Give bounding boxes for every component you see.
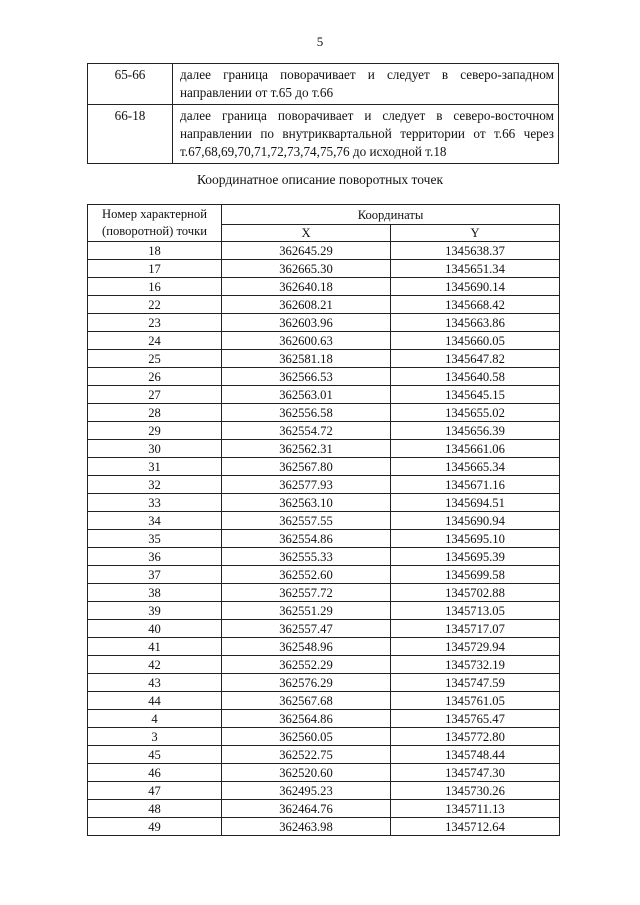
- y-coordinate-cell: 1345663.86: [391, 314, 560, 332]
- point-number-cell: 24: [88, 332, 222, 350]
- coordinates-section-title: Координатное описание поворотных точек: [196, 172, 444, 187]
- point-number-cell: 28: [88, 404, 222, 422]
- point-number-cell: 48: [88, 800, 222, 818]
- point-number-cell: 38: [88, 584, 222, 602]
- point-number-cell: 35: [88, 530, 222, 548]
- x-coordinate-cell: 362576.29: [222, 674, 391, 692]
- table-row: [88, 548, 560, 566]
- x-coordinate-cell: 362554.72: [222, 422, 391, 440]
- x-coordinate-cell: 362548.96: [222, 638, 391, 656]
- y-coordinate-cell: 1345638.37: [391, 242, 560, 260]
- table-row: [88, 386, 560, 404]
- y-coordinate-cell: 1345665.34: [391, 458, 560, 476]
- table-row: [88, 260, 560, 278]
- x-coordinate-cell: 362640.18: [222, 278, 391, 296]
- table-row: [88, 710, 560, 728]
- point-number-cell: 18: [88, 242, 222, 260]
- point-number-cell: 49: [88, 818, 222, 836]
- point-number-cell: 36: [88, 548, 222, 566]
- y-coordinate-cell: 1345694.51: [391, 494, 560, 512]
- x-coordinate-cell: 362567.80: [222, 458, 391, 476]
- x-coordinate-cell: 362557.47: [222, 620, 391, 638]
- x-coordinate-cell: 362495.23: [222, 782, 391, 800]
- x-coordinate-cell: 362557.55: [222, 512, 391, 530]
- y-coordinate-cell: 1345655.02: [391, 404, 560, 422]
- table-row: [88, 458, 560, 476]
- table-row: [88, 800, 560, 818]
- point-number-cell: 4: [88, 710, 222, 728]
- y-coordinate-cell: 1345748.44: [391, 746, 560, 764]
- point-number-cell: 42: [88, 656, 222, 674]
- y-coordinate-cell: 1345660.05: [391, 332, 560, 350]
- table-row: [88, 440, 560, 458]
- boundary-description-table: [87, 63, 559, 164]
- point-number-cell: 34: [88, 512, 222, 530]
- point-number-cell: 22: [88, 296, 222, 314]
- point-number-cell: 43: [88, 674, 222, 692]
- x-coordinate-cell: 362645.29: [222, 242, 391, 260]
- x-coordinate-cell: 362464.76: [222, 800, 391, 818]
- table-row: [88, 584, 560, 602]
- y-coordinate-cell: 1345702.88: [391, 584, 560, 602]
- point-number-cell: 32: [88, 476, 222, 494]
- point-number-cell: 45: [88, 746, 222, 764]
- table-row: [88, 476, 560, 494]
- point-number-cell: 3: [88, 728, 222, 746]
- y-coordinate-cell: 1345712.64: [391, 818, 560, 836]
- point-number-cell: 16: [88, 278, 222, 296]
- x-coordinate-cell: 362577.93: [222, 476, 391, 494]
- point-number-cell: 23: [88, 314, 222, 332]
- boundary-description: далее граница поворачивает и следует в северо-восточном направлении по внутриквартальной территории от т.66 через т.67,68,69,70,71,72,73,74,75,76 до исходной т.18: [173, 105, 559, 164]
- x-coordinate-cell: 362554.86: [222, 530, 391, 548]
- y-coordinate-cell: 1345690.94: [391, 512, 560, 530]
- x-coordinate-cell: 362665.30: [222, 260, 391, 278]
- x-coordinate-cell: 362463.98: [222, 818, 391, 836]
- table-row: [88, 332, 560, 350]
- table-row: [88, 296, 560, 314]
- y-coordinate-cell: 1345651.34: [391, 260, 560, 278]
- table-row: [88, 782, 560, 800]
- header-coordinates: Координаты: [222, 205, 560, 225]
- table-row: [88, 566, 560, 584]
- y-coordinate-cell: 1345730.26: [391, 782, 560, 800]
- table-row: [88, 242, 560, 260]
- header-point-number: Номер характерной (поворотной) точки: [88, 205, 222, 242]
- x-coordinate-cell: 362563.10: [222, 494, 391, 512]
- boundary-description: далее граница поворачивает и следует в северо-западном направлении от т.65 до т.66: [173, 64, 559, 105]
- x-coordinate-cell: 362557.72: [222, 584, 391, 602]
- x-coordinate-cell: 362563.01: [222, 386, 391, 404]
- x-coordinate-cell: 362564.86: [222, 710, 391, 728]
- point-number-cell: 39: [88, 602, 222, 620]
- y-coordinate-cell: 1345711.13: [391, 800, 560, 818]
- y-coordinate-cell: 1345671.16: [391, 476, 560, 494]
- table-row: [88, 278, 560, 296]
- y-coordinate-cell: 1345765.47: [391, 710, 560, 728]
- coordinates-table-header: [88, 205, 560, 242]
- y-coordinate-cell: 1345647.82: [391, 350, 560, 368]
- x-coordinate-cell: 362520.60: [222, 764, 391, 782]
- table-row: [88, 512, 560, 530]
- point-number-cell: 33: [88, 494, 222, 512]
- y-coordinate-cell: 1345656.39: [391, 422, 560, 440]
- y-coordinate-cell: 1345668.42: [391, 296, 560, 314]
- table-row: [88, 314, 560, 332]
- y-coordinate-cell: 1345695.39: [391, 548, 560, 566]
- x-coordinate-cell: 362567.68: [222, 692, 391, 710]
- x-coordinate-cell: 362552.60: [222, 566, 391, 584]
- x-coordinate-cell: 362560.05: [222, 728, 391, 746]
- x-coordinate-cell: 362552.29: [222, 656, 391, 674]
- header-x: X: [222, 225, 391, 242]
- point-number-cell: 31: [88, 458, 222, 476]
- y-coordinate-cell: 1345695.10: [391, 530, 560, 548]
- y-coordinate-cell: 1345661.06: [391, 440, 560, 458]
- table-row: [88, 674, 560, 692]
- table-row: [88, 602, 560, 620]
- x-coordinate-cell: 362600.63: [222, 332, 391, 350]
- table-row: [88, 818, 560, 836]
- table-row: [88, 368, 560, 386]
- y-coordinate-cell: 1345772.80: [391, 728, 560, 746]
- y-coordinate-cell: 1345732.19: [391, 656, 560, 674]
- x-coordinate-cell: 362551.29: [222, 602, 391, 620]
- x-coordinate-cell: 362562.31: [222, 440, 391, 458]
- table-row: [88, 350, 560, 368]
- y-coordinate-cell: 1345699.58: [391, 566, 560, 584]
- y-coordinate-cell: 1345713.05: [391, 602, 560, 620]
- y-coordinate-cell: 1345761.05: [391, 692, 560, 710]
- y-coordinate-cell: 1345640.58: [391, 368, 560, 386]
- x-coordinate-cell: 362603.96: [222, 314, 391, 332]
- point-number-cell: 17: [88, 260, 222, 278]
- x-coordinate-cell: 362556.58: [222, 404, 391, 422]
- table-row: [88, 746, 560, 764]
- table-row: [88, 422, 560, 440]
- table-row: [88, 530, 560, 548]
- coordinates-table-body: [88, 242, 560, 836]
- y-coordinate-cell: 1345729.94: [391, 638, 560, 656]
- point-number-cell: 26: [88, 368, 222, 386]
- table-row: [88, 620, 560, 638]
- header-y: Y: [391, 225, 560, 242]
- boundary-row: [88, 64, 559, 105]
- boundary-segment: 66-18: [88, 105, 173, 164]
- table-row: [88, 656, 560, 674]
- point-number-cell: 29: [88, 422, 222, 440]
- table-row: [88, 728, 560, 746]
- point-number-cell: 44: [88, 692, 222, 710]
- table-row: [88, 494, 560, 512]
- table-row: [88, 638, 560, 656]
- x-coordinate-cell: 362608.21: [222, 296, 391, 314]
- boundary-segment: 65-66: [88, 64, 173, 105]
- point-number-cell: 37: [88, 566, 222, 584]
- table-row: [88, 404, 560, 422]
- x-coordinate-cell: 362522.75: [222, 746, 391, 764]
- table-row: [88, 764, 560, 782]
- boundary-row: [88, 105, 559, 164]
- x-coordinate-cell: 362581.18: [222, 350, 391, 368]
- y-coordinate-cell: 1345717.07: [391, 620, 560, 638]
- point-number-cell: 40: [88, 620, 222, 638]
- y-coordinate-cell: 1345747.59: [391, 674, 560, 692]
- point-number-cell: 46: [88, 764, 222, 782]
- point-number-cell: 47: [88, 782, 222, 800]
- x-coordinate-cell: 362566.53: [222, 368, 391, 386]
- point-number-cell: 41: [88, 638, 222, 656]
- page-number: 5: [316, 34, 324, 49]
- table-row: [88, 692, 560, 710]
- point-number-cell: 27: [88, 386, 222, 404]
- coordinates-table: [87, 204, 560, 836]
- y-coordinate-cell: 1345747.30: [391, 764, 560, 782]
- boundary-description-body: [88, 64, 559, 164]
- x-coordinate-cell: 362555.33: [222, 548, 391, 566]
- point-number-cell: 30: [88, 440, 222, 458]
- point-number-cell: 25: [88, 350, 222, 368]
- y-coordinate-cell: 1345690.14: [391, 278, 560, 296]
- y-coordinate-cell: 1345645.15: [391, 386, 560, 404]
